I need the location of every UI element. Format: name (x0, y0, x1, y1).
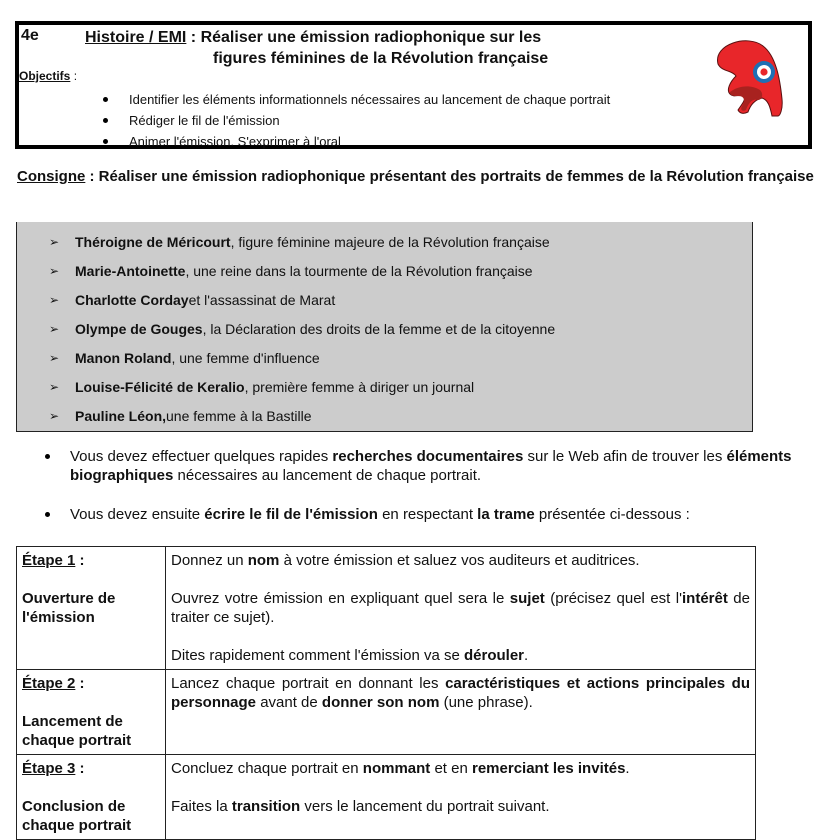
subject-label: Histoire / EMI (85, 29, 187, 46)
portrait-description: , une reine dans la tourmente de la Révolution française (185, 262, 533, 279)
text: Faites la (171, 798, 232, 815)
grade-level: 4e (21, 27, 39, 44)
instruction-item (42, 447, 812, 485)
step-row (17, 670, 756, 755)
text: Dites rapidement comment l'émission va se (171, 647, 464, 664)
portraits-box (16, 222, 753, 432)
step-label-cell (17, 547, 166, 670)
arrow-bullet-icon: ➢ (49, 234, 60, 249)
step-instruction (171, 674, 750, 712)
instructions-list (42, 447, 812, 544)
bold-text: sujet (509, 590, 545, 607)
step-number: Étape 2 (22, 675, 76, 692)
instruction-text (70, 506, 690, 523)
step-title (22, 552, 85, 569)
portrait-item (49, 401, 555, 430)
bullet-icon (103, 139, 108, 144)
step-instructions-cell (166, 670, 756, 755)
step-instruction (171, 589, 750, 627)
step-name: Conclusion de chaque portrait (22, 798, 132, 834)
text: à votre émission et saluez vos auditeurs et auditrices. (279, 552, 640, 569)
step-title (22, 675, 85, 692)
instruction-item (42, 505, 812, 524)
text: . (524, 647, 529, 664)
portrait-description: , une femme d'influence (171, 349, 320, 366)
text: en respectant (377, 506, 478, 523)
objectives-separator: : (70, 69, 78, 83)
step-instructions-cell (166, 547, 756, 670)
text: nécessaires au lancement de chaque portrait. (173, 467, 482, 484)
portrait-name: Manon Roland (75, 349, 172, 366)
text: sur le Web afin de trouver les (523, 448, 727, 465)
portrait-item (49, 285, 555, 314)
bold-text: transition (231, 798, 301, 815)
objectives-list (103, 89, 610, 152)
portrait-name: Marie-Antoinette (75, 262, 186, 279)
portrait-description: une femme à la Bastille (166, 407, 312, 424)
step-separator: : (75, 552, 85, 569)
title-line-1: Réaliser une émission radiophonique sur les (200, 29, 542, 46)
portrait-item (49, 314, 555, 343)
text: . (625, 760, 630, 777)
portrait-description: , figure féminine majeure de la Révolution française (230, 233, 550, 250)
portrait-item (49, 256, 555, 285)
objective-text: Animer l'émission. S'exprimer à l'oral (129, 134, 341, 149)
consigne (17, 167, 815, 186)
step-label-cell (17, 755, 166, 840)
portrait-name: Pauline Léon, (75, 407, 167, 424)
step-name: Lancement de chaque portrait (22, 713, 132, 749)
objective-item (103, 110, 610, 131)
step-name: Ouverture de l'émission (22, 590, 116, 626)
step-label-cell (17, 670, 166, 755)
step-number: Étape 1 (22, 552, 76, 569)
bullet-icon (103, 118, 108, 123)
portrait-name: Théroigne de Méricourt (75, 233, 231, 250)
portrait-item (49, 372, 555, 401)
text: présentée ci-dessous : (534, 506, 690, 523)
arrow-bullet-icon: ➢ (49, 292, 60, 307)
text: et en (430, 760, 472, 777)
bold-text: éléments biographiques (70, 448, 792, 484)
objective-text: Rédiger le fil de l'émission (129, 113, 280, 128)
step-row (17, 755, 756, 840)
text: Vous devez effectuer quelques rapides (70, 448, 333, 465)
text: Lancez chaque portrait en donnant les (171, 675, 446, 692)
portrait-description: et l'assassinat de Marat (188, 291, 336, 308)
text: (une phrase). (439, 694, 533, 711)
objectives-label: Objectifs (19, 69, 71, 83)
step-instruction (171, 797, 750, 816)
objective-item (103, 89, 610, 110)
bold-text: caractéristiques et actions principales du personnage (171, 675, 750, 711)
portrait-description: , première femme à diriger un journal (244, 378, 475, 395)
bold-text: écrire le fil de l'émission (204, 506, 378, 523)
step-separator: : (75, 760, 85, 777)
step-title (22, 760, 85, 777)
bullet-icon (103, 97, 108, 102)
portrait-name: Charlotte Corday (75, 291, 189, 308)
step-row (17, 547, 756, 670)
text: de traiter ce sujet). (171, 590, 750, 626)
bold-text: la trame (477, 506, 535, 523)
steps-table (16, 546, 756, 840)
bold-text: intérêt (682, 590, 728, 607)
objectives-heading (19, 69, 77, 83)
title-line-2: figures féminines de la Révolution française (213, 50, 549, 67)
arrow-bullet-icon: ➢ (49, 379, 60, 394)
step-instruction (171, 551, 750, 570)
bullet-icon (45, 454, 50, 459)
step-instruction (171, 759, 750, 778)
step-separator: : (75, 675, 85, 692)
text: Vous devez ensuite (70, 506, 205, 523)
header-box (15, 21, 812, 149)
objective-text: Identifier les éléments informationnels nécessaires au lancement de chaque portrait (129, 92, 611, 107)
bold-text: nommant (362, 760, 431, 777)
text: Concluez chaque portrait en (171, 760, 363, 777)
arrow-bullet-icon: ➢ (49, 350, 60, 365)
title-separator: : (186, 29, 201, 46)
text: Ouvrez votre émission en expliquant quel sera le (171, 590, 510, 607)
portraits-list (49, 227, 555, 430)
bold-text: remerciant les invités (472, 760, 626, 777)
portrait-description: , la Déclaration des droits de la femme et de la citoyenne (202, 320, 556, 337)
text: (précisez quel est l' (544, 590, 682, 607)
consigne-text: : Réaliser une émission radiophonique présentant des portraits de femmes de la Révolution française (85, 168, 814, 185)
bold-text: dérouler (463, 647, 524, 664)
portrait-item (49, 343, 555, 372)
step-number: Étape 3 (22, 760, 76, 777)
text: avant de (256, 694, 322, 711)
portrait-name: Olympe de Gouges (75, 320, 203, 337)
instruction-text (70, 448, 792, 484)
bullet-icon (45, 512, 50, 517)
arrow-bullet-icon: ➢ (49, 408, 60, 423)
bold-text: recherches documentaires (332, 448, 524, 465)
step-instruction (171, 646, 750, 665)
bold-text: donner son nom (321, 694, 440, 711)
text: Donnez un (171, 552, 248, 569)
portrait-name: Louise-Félicité de Keralio (75, 378, 245, 395)
arrow-bullet-icon: ➢ (49, 263, 60, 278)
page-title (85, 27, 645, 69)
phrygian-cap-icon (708, 34, 788, 119)
objective-item (103, 131, 610, 152)
arrow-bullet-icon: ➢ (49, 321, 60, 336)
step-instructions-cell (166, 755, 756, 840)
bold-text: nom (247, 552, 280, 569)
consigne-label: Consigne (17, 168, 86, 185)
text: vers le lancement du portrait suivant. (300, 798, 550, 815)
portrait-item (49, 227, 555, 256)
